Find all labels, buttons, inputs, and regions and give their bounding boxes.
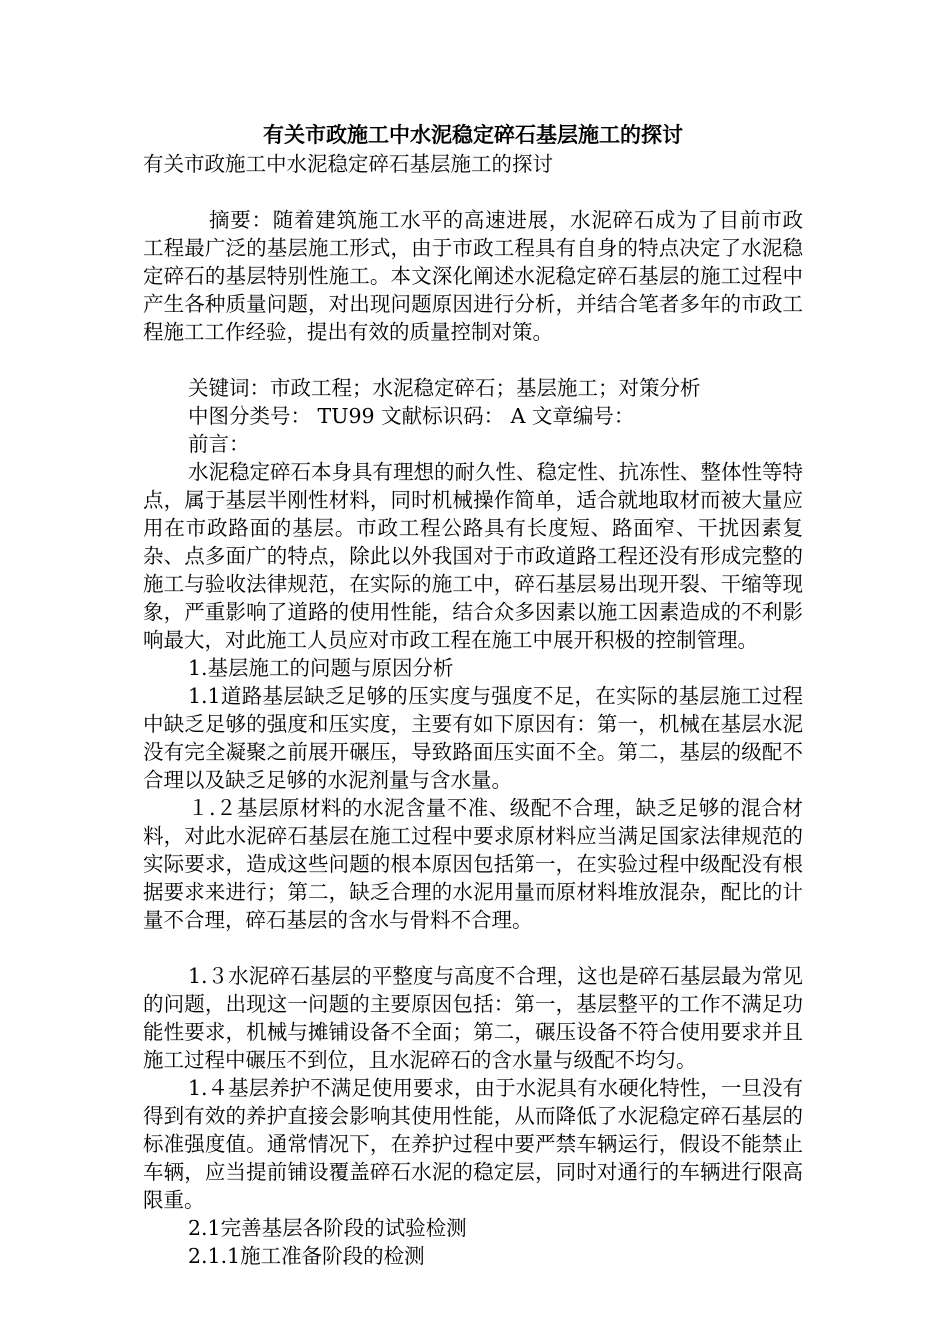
blank-line <box>143 178 803 206</box>
section-heading-2-1: 2.1完善基层各阶段的试验检测 <box>188 1216 467 1240</box>
blank-line <box>143 346 803 374</box>
section-1-4-paragraph: 1.４基层养护不满足使用要求，由于水泥具有水硬化特性，一旦没有得到有效的养护直接会影响其使用性能，从而降低了水泥稳定碎石基层的标准强度值。通常情况下，在养护过程中要严禁车辆运行，假设不能禁止车辆，应当提前铺设覆盖碎石水泥的稳定层，同时对通行的车辆进行限高限重。 <box>143 1076 803 1212</box>
section-1-3-paragraph: 1.３水泥碎石基层的平整度与高度不合理，这也是碎石基层最为常见的问题，出现这一问题的主要原因包括：第一，基层整平的工作不满足功能性要求，机械与摊铺设备不全面；第二，碾压设备不符合使用要求并且施工过程中碾压不到位，且水泥碎石的含水量与级配不均匀。 <box>143 964 803 1072</box>
section-heading-1: 1.基层施工的问题与原因分析 <box>188 656 454 680</box>
section-1-2-paragraph: １.２基层原材料的水泥含量不准、级配不合理，缺乏足够的混合材料，对此水泥碎石基层在施工过程中要求原材料应当满足国家法律规范的实际要求，造成这些问题的根本原因包括第一，在实验过程中级配没有根据要求来进行；第二，缺乏合理的水泥用量而原材料堆放混杂，配比的计量不合理，碎石基层的含水与骨料不合理。 <box>143 796 803 932</box>
section-1-1-paragraph: 1.1道路基层缺乏足够的压实度与强度不足，在实际的基层施工过程中缺乏足够的强度和压实度，主要有如下原因有：第一，机械在基层水泥没有完全凝聚之前展开碾压，导致路面压实面不全。第二，基层的级配不合理以及缺乏足够的水泥剂量与含水量。 <box>143 684 803 792</box>
blank-line <box>143 934 803 962</box>
classification-line: 中图分类号： TU99 文献标识码： A 文章编号： <box>188 404 635 428</box>
preface-label: 前言： <box>188 432 250 456</box>
section-heading-2-1-1: 2.1.1施工准备阶段的检测 <box>188 1244 425 1268</box>
document-title: 有关市政施工中水泥稳定碎石基层施工的探讨 <box>263 122 683 147</box>
document-subtitle: 有关市政施工中水泥稳定碎石基层施工的探讨 <box>143 152 553 176</box>
keywords-line: 关键词：市政工程；水泥稳定碎石；基层施工；对策分析 <box>188 376 701 400</box>
document-page <box>143 120 803 1270</box>
preface-paragraph: 水泥稳定碎石本身具有理想的耐久性、稳定性、抗冻性、整体性等特点，属于基层半刚性材料，同时机械操作简单，适合就地取材而被大量应用在市政路面的基层。市政工程公路具有长度短、路面窄、干扰因素复杂、点多面广的特点，除此以外我国对于市政道路工程还没有形成完整的施工与验收法律规范，在实际的施工中，碎石基层易出现开裂、干缩等现象，严重影响了道路的使用性能，结合众多因素以施工因素造成的不利影响最大，对此施工人员应对市政工程在施工中展开积极的控制管理。 <box>143 460 803 652</box>
abstract-paragraph: 摘要：随着建筑施工水平的高速进展，水泥碎石成为了目前市政工程最广泛的基层施工形式，由于市政工程具有自身的特点决定了水泥稳定碎石的基层特别性施工。本文深化阐述水泥稳定碎石基层的施工过程中产生各种质量问题，对出现问题原因进行分析，并结合笔者多年的市政工程施工工作经验，提出有效的质量控制对策。 <box>143 208 803 344</box>
